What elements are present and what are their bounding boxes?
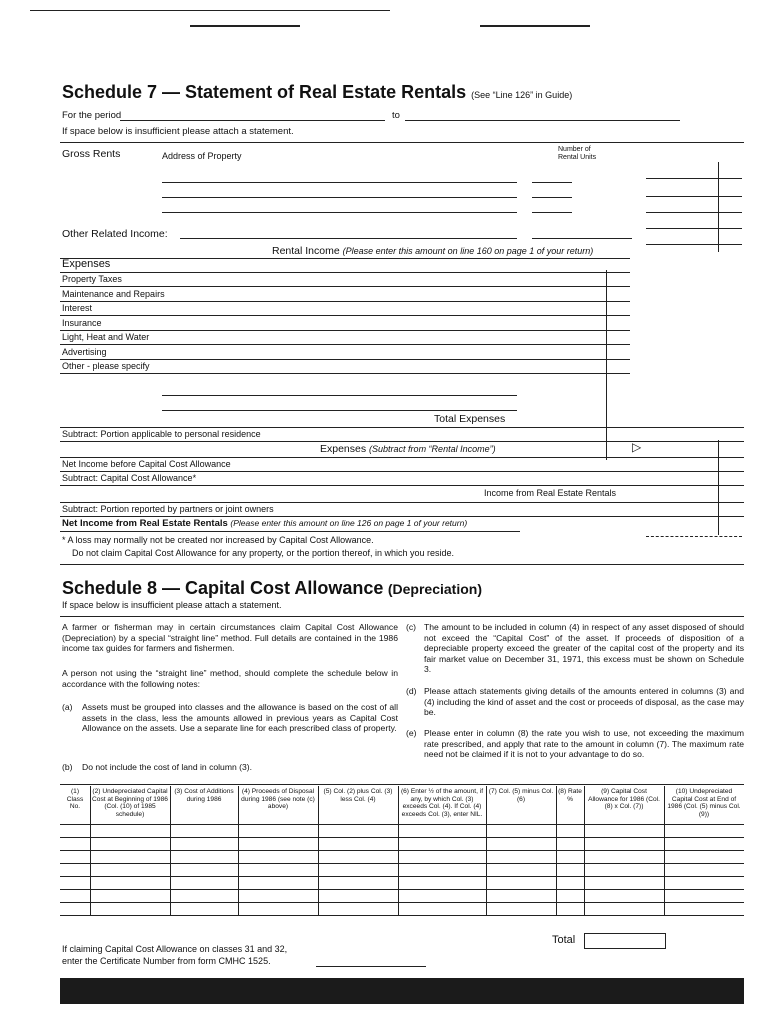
arrow-right-icon: ▷: [632, 440, 642, 454]
total-field[interactable]: [584, 933, 666, 949]
expense-item-line[interactable]: [60, 330, 630, 331]
note-b-label: (b): [62, 762, 73, 772]
subtract-cca-label: Subtract: Capital Cost Allowance*: [62, 473, 197, 483]
expense-item-line[interactable]: [60, 359, 630, 360]
footnote-2: Do not claim Capital Cost Allowance for any property, or the portion thereof, in which you reside.: [72, 548, 455, 558]
cca-table-row[interactable]: [60, 837, 744, 838]
rental-income-label: Rental Income (Please enter this amount on line 160 on page 1 of your return): [272, 245, 594, 257]
cca-column-header: (3) Cost of Additions during 1986: [174, 788, 234, 803]
note-c: The amount to be included in column (4) in respect of any asset disposed of should not exceed the “Capital Cost” of the asset. If proceeds of disposition of a depreciable property exceed the greater of the capital cost of the property and its fair market value on December 31, 1971, this excess must be shown on Schedule 3.: [424, 622, 744, 675]
income-from-rentals-label: Income from Real Estate Rentals: [484, 488, 617, 498]
rental-units-label: Number of Rental Units: [558, 146, 597, 161]
cca-column-header: (8) Rate %: [558, 788, 582, 803]
cca-header-rule: [60, 824, 744, 825]
cca-column-header: (10) Undepreciated Capital Cost at End of 1986 (Col. (5) minus Col. (9)): [667, 788, 741, 818]
note-a: Assets must be grouped into classes and the allowance is based on the cost of all assets in the class, less the amounts allowed in previous years as Capital Cost Allowance on the assets. Use a separate line for each prescribed class of property.: [82, 702, 398, 734]
cca-column-header: (9) Capital Cost Allowance for 1986 (Col. (8) x Col. (7)): [588, 788, 660, 811]
gross-rents-label: Gross Rents: [62, 148, 121, 160]
cca-table-row[interactable]: [60, 876, 744, 877]
expense-item-line[interactable]: [60, 315, 630, 316]
cca-column-header: (1) Class No.: [66, 788, 84, 811]
total-expenses-label: Total Expenses: [434, 413, 506, 425]
to-label: to: [392, 110, 400, 121]
note-a-label: (a): [62, 702, 73, 712]
note-d-label: (d): [406, 686, 417, 696]
expense-item-line[interactable]: [60, 373, 630, 374]
expense-item-label: Interest: [62, 303, 93, 313]
cca-column-header: (6) Enter ½ of the amount, if any, by which Col. (3) exceeds Col. (4). If Col. (4) exceeds Col. (3), enter NIL.: [400, 788, 484, 818]
expense-item-label: Advertising: [62, 346, 107, 357]
expense-item-line[interactable]: [60, 301, 630, 302]
total-label: Total: [552, 934, 576, 946]
expense-item-label: Other - please specify: [62, 361, 150, 371]
cca-column-header: (2) Undepreciated Capital Cost at Beginning of 1986 (Col. (10) of 1985 schedule): [92, 788, 168, 818]
other-income-line[interactable]: [180, 238, 517, 239]
cca-table-row[interactable]: [60, 902, 744, 903]
expense-item-label: Light, Heat and Water: [62, 332, 150, 342]
cmhc-line-1: If claiming Capital Cost Allowance on classes 31 and 32,: [62, 944, 288, 954]
expenses-heading: Expenses: [62, 258, 111, 270]
expense-item-label: Maintenance and Repairs: [62, 288, 165, 299]
period-from-field[interactable]: [120, 120, 385, 121]
footer-bar: [60, 978, 744, 1004]
other-specify-line[interactable]: [162, 410, 517, 411]
footnote-1: * A loss may normally not be created nor increased by Capital Cost Allowance.: [62, 535, 374, 545]
expense-item-line[interactable]: [60, 286, 630, 287]
address-line-3[interactable]: [162, 212, 517, 213]
note-e-label: (e): [406, 728, 417, 738]
s8-insufficient-note: If space below is insufficient please attach a statement.: [62, 600, 282, 610]
schedule-8-title: Schedule 8 — Capital Cost Allowance (Depreciation): [62, 578, 482, 598]
expense-item-line[interactable]: [60, 344, 630, 345]
schedule-7-title: Schedule 7 — Statement of Real Estate Rentals (See “Line 126” in Guide): [62, 82, 573, 102]
period-label: For the period: [62, 110, 122, 121]
cca-table-row[interactable]: [60, 915, 744, 916]
s8-para-1: A farmer or fisherman may in certain circumstances claim Capital Cost Allowance (Depreciation) by a special “straight line” method. Full details are contained in the 1986 income tax guides for farmers and fishermen.: [62, 622, 398, 654]
note-e: Please enter in column (8) the rate you wish to use, not exceeding the maximum rate prescribed, and apply that rate to the amount in column (7). The maximum rate need not be claimed if it is not to your advantage to do so.: [424, 728, 744, 760]
cca-table-row[interactable]: [60, 863, 744, 864]
subtract-partners-label: Subtract: Portion reported by partners or joint owners: [62, 504, 274, 514]
period-to-field[interactable]: [405, 120, 680, 121]
cmhc-line-2: enter the Certificate Number from form CMHC 1525.: [62, 956, 271, 966]
expense-item-label: Insurance: [62, 317, 102, 328]
net-income-label: Net Income from Real Estate Rentals (Please enter this amount on line 126 on page 1 of your return): [62, 518, 468, 529]
address-line-1[interactable]: [162, 182, 517, 183]
cmhc-certificate-field[interactable]: [316, 966, 426, 967]
net-before-cca-label: Net Income before Capital Cost Allowance: [62, 459, 231, 469]
other-specify-line[interactable]: [162, 395, 517, 396]
cca-table-row[interactable]: [60, 889, 744, 890]
expense-item-label: Property Taxes: [62, 274, 122, 284]
note-d: Please attach statements giving details of the amounts entered in columns (3) and (4) including the kind of asset and the cost or proceeds of disposal, as the case may be.: [424, 686, 744, 718]
insufficient-note: If space below is insufficient please attach a statement.: [62, 126, 294, 137]
cca-column-header: (4) Proceeds of Disposal during 1986 (see note (c) above): [241, 788, 315, 811]
address-line-2[interactable]: [162, 197, 517, 198]
cca-table-row[interactable]: [60, 850, 744, 851]
cca-column-header: (5) Col. (2) plus Col. (3) less Col. (4): [323, 788, 393, 803]
address-label: Address of Property: [162, 151, 242, 161]
note-c-label: (c): [406, 622, 417, 632]
s8-para-2: A person not using the “straight line” method, should complete the schedule below in accordance with the following notes:: [62, 668, 398, 689]
expenses-net-label: Expenses (Subtract from “Rental Income”): [320, 443, 496, 455]
cca-column-header: (7) Col. (5) minus Col. (6): [488, 788, 554, 803]
other-income-label: Other Related Income:: [62, 228, 168, 240]
note-b: Do not include the cost of land in column (3).: [82, 762, 253, 772]
subtract-personal-label: Subtract: Portion applicable to personal residence: [62, 429, 261, 439]
